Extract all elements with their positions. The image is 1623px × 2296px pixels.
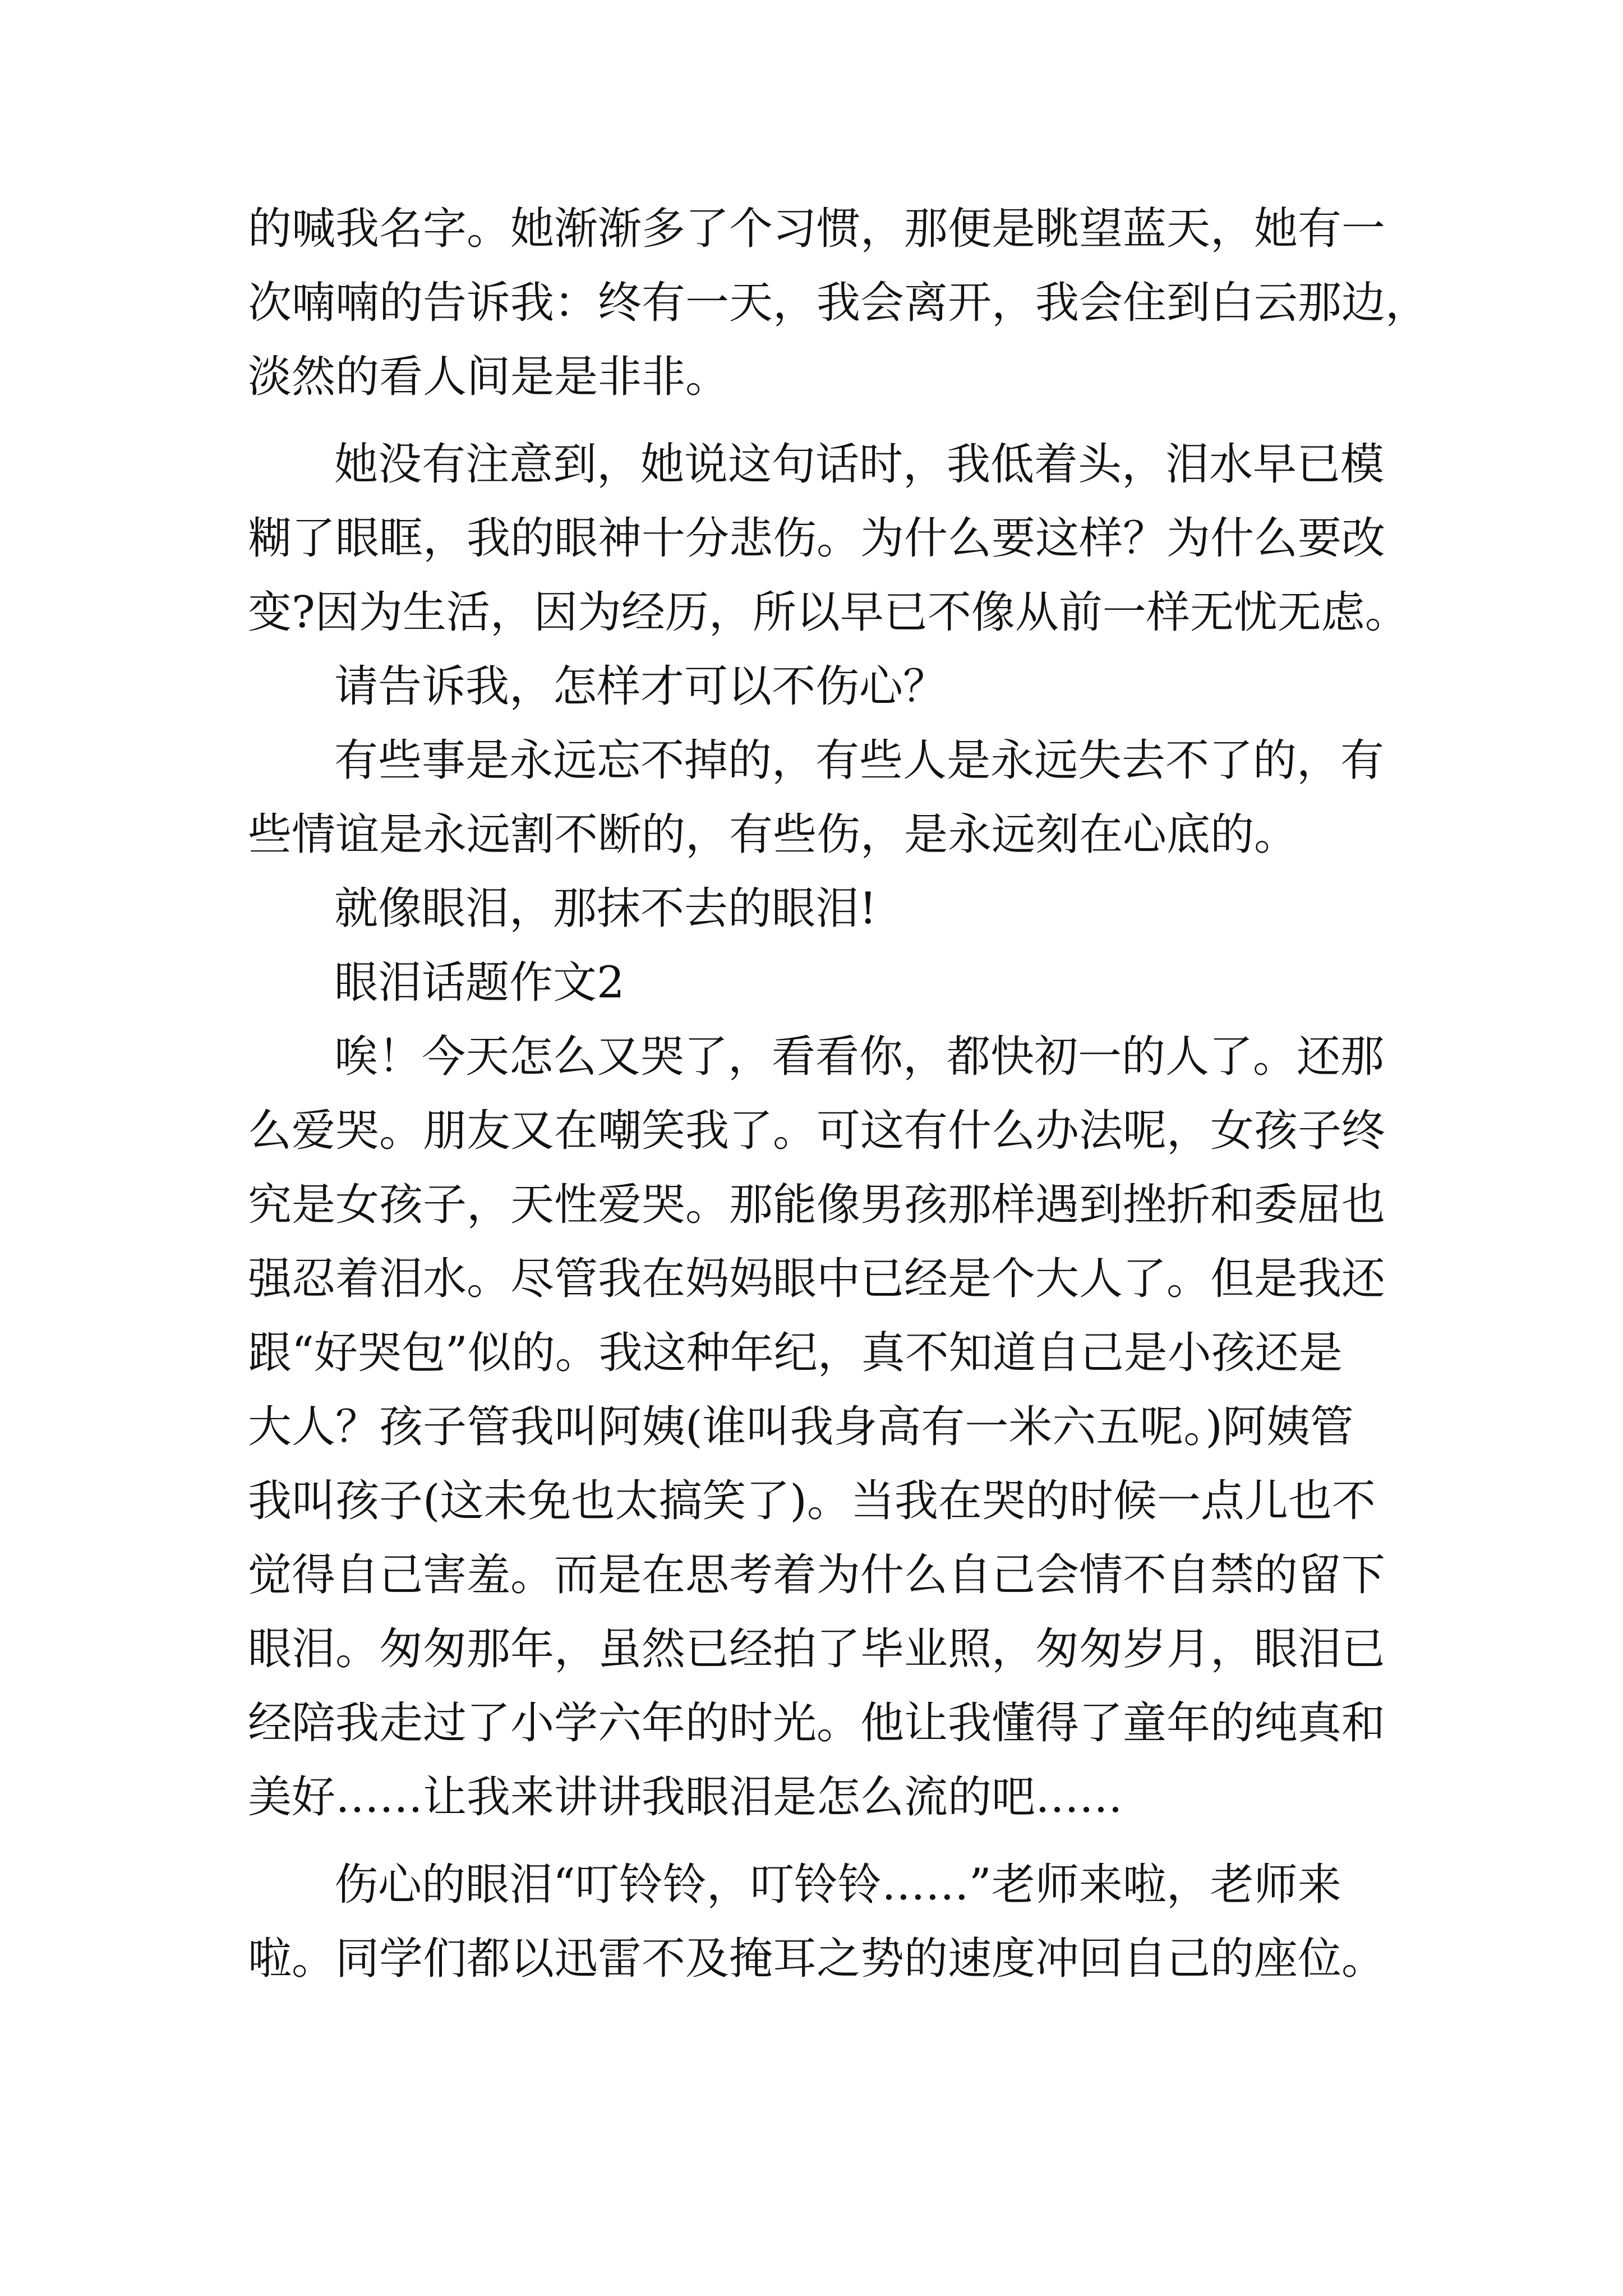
text-line: 美好……让我来讲讲我眼泪是怎么流的吧…… — [248, 1772, 1123, 1823]
text-line: 淡然的看人间是是非非。 — [248, 352, 730, 402]
text-line: 她没有注意到，她说这句话时，我低着头，泪水早已模 — [334, 439, 1385, 490]
text-line: 变?因为生活，因为经历，所以早已不像从前一样无忧无虑。 — [248, 587, 1409, 638]
text-line: 么爱哭。朋友又在嘲笑我了。可这有什么办法呢，女孩子终 — [248, 1106, 1386, 1156]
text-line: 大人？孩子管我叫阿姨(谁叫我身高有一米六五呢。)阿姨管 — [248, 1402, 1354, 1452]
text-line: 糊了眼眶，我的眼神十分悲伤。为什么要这样？为什么要改 — [248, 513, 1386, 564]
text-line: 强忍着泪水。尽管我在妈妈眼中已经是个大人了。但是我还 — [248, 1254, 1386, 1304]
text-line: 些情谊是永远割不断的，有些伤，是永远刻在心底的。 — [248, 809, 1298, 860]
text-line: 跟“好哭包”似的。我这种年纪，真不知道自己是小孩还是 — [248, 1328, 1343, 1378]
text-line: 次喃喃的告诉我：终有一天，我会离开，我会住到白云那边， — [248, 278, 1430, 328]
text-line: 就像眼泪，那抹不去的眼泪! — [334, 884, 877, 934]
text-line: 有些事是永远忘不掉的，有些人是永远失去不了的，有 — [334, 735, 1385, 786]
text-line: 我叫孩子(这未免也太搞笑了)。当我在哭的时候一点儿也不 — [248, 1476, 1376, 1526]
section-heading: 眼泪话题作文2 — [334, 958, 625, 1008]
text-line: 觉得自己害羞。而是在思考着为什么自己会情不自禁的留下 — [248, 1550, 1386, 1600]
text-line: 请告诉我，怎样才可以不伤心？ — [334, 661, 947, 712]
text-line: 究是女孩子，天性爱哭。那能像男孩那样遇到挫折和委屈也 — [248, 1180, 1386, 1230]
text-line: 啦。同学们都以迅雷不及掩耳之势的速度冲回自己的座位。 — [248, 1934, 1386, 1984]
text-line: 的喊我名字。她渐渐多了个习惯，那便是眺望蓝天，她有一 — [248, 204, 1386, 254]
text-line: 经陪我走过了小学六年的时光。他让我懂得了童年的纯真和 — [248, 1698, 1386, 1749]
text-line: 眼泪。匆匆那年，虽然已经拍了毕业照，匆匆岁月，眼泪已 — [248, 1624, 1386, 1674]
text-line: 唉！今天怎么又哭了，看看你，都快初一的人了。还那 — [334, 1032, 1385, 1082]
text-line: 伤心的眼泪“叮铃铃，叮铃铃……”老师来啦，老师来 — [334, 1860, 1341, 1910]
